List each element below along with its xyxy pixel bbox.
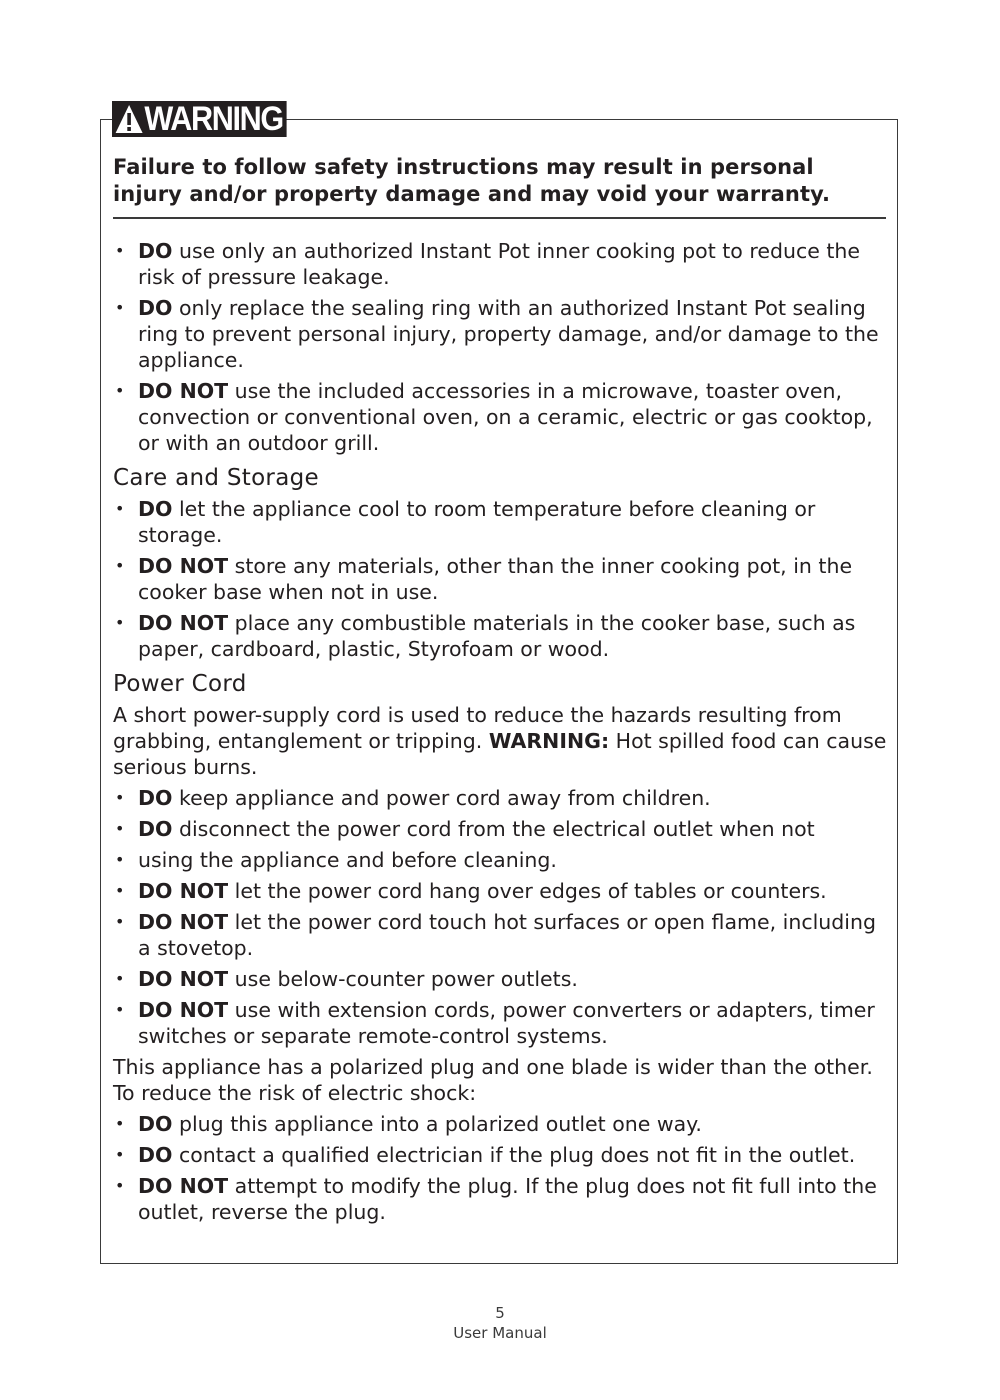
directive-label: DO NOT: [138, 554, 229, 578]
item-text: using the appliance and before cleaning.: [138, 848, 557, 872]
bullet-icon: •: [115, 613, 125, 632]
intro-tail: Hot spilled food can cause serious burns.: [113, 729, 887, 779]
polarized-plug-text: This appliance has a polarized plug and one blade is wider than the other. To reduce the risk of electric shock:: [113, 1055, 873, 1105]
bullet-icon: •: [115, 969, 125, 988]
power-cord-heading: Power Cord: [113, 671, 247, 697]
item-text: contact a qualified electrician if the plug does not fit in the outlet.: [172, 1143, 856, 1167]
bullet-icon: •: [115, 912, 125, 931]
directive-label: DO NOT: [138, 910, 229, 934]
bullet-icon: •: [115, 241, 125, 260]
bullet-icon: •: [115, 850, 125, 869]
list-item: [113, 1111, 888, 1137]
bullet-icon: •: [115, 819, 125, 838]
directive-label: DO: [138, 817, 173, 841]
item-text: place any combustible materials in the cooker base, such as paper, cardboard, plastic, Styrofoam or wood.: [138, 611, 856, 661]
bullet-icon: •: [115, 788, 125, 807]
list-item: [113, 1173, 888, 1225]
item-text: use only an authorized Instant Pot inner cooking pot to reduce the risk of pressure leakage.: [138, 239, 860, 289]
list-item: [113, 966, 888, 992]
item-text: only replace the sealing ring with an authorized Instant Pot sealing ring to prevent personal injury, property damage, and/or damage to the appliance.: [138, 296, 879, 372]
list-item: [113, 909, 888, 961]
list-item: [113, 1142, 888, 1168]
item-text: let the power cord touch hot surfaces or open flame, including a stovetop.: [138, 910, 876, 960]
general-safety-list: [113, 238, 888, 456]
item-text: plug this appliance into a polarized outlet one way.: [172, 1112, 702, 1136]
bullet-icon: •: [115, 499, 125, 518]
list-item: [113, 295, 888, 373]
list-item: [113, 997, 888, 1049]
bullet-icon: •: [115, 1145, 125, 1164]
item-text: let the power cord hang over edges of tables or counters.: [228, 879, 827, 903]
warning-label: WARNING: [144, 99, 283, 138]
bullet-icon: •: [115, 1176, 125, 1195]
bullet-icon: •: [115, 381, 125, 400]
plug-list: [113, 1111, 888, 1225]
directive-label: DO: [138, 786, 173, 810]
item-text: use with extension cords, power converters or adapters, timer switches or separate remote-control systems.: [138, 998, 875, 1048]
list-item: [113, 847, 888, 873]
item-text: disconnect the power cord from the electrical outlet when not: [172, 817, 815, 841]
list-item: [113, 816, 888, 842]
warning-badge: [112, 101, 286, 137]
item-text: attempt to modify the plug. If the plug does not fit full into the outlet, reverse the plug.: [138, 1174, 877, 1224]
page-number: 5: [495, 1304, 505, 1322]
bullet-icon: •: [115, 298, 125, 317]
list-item: [113, 610, 888, 662]
bullet-icon: •: [115, 1114, 125, 1133]
item-text: keep appliance and power cord away from children.: [172, 786, 711, 810]
bullet-icon: •: [115, 881, 125, 900]
list-item: [113, 378, 888, 456]
divider: [113, 217, 886, 219]
power-cord-intro: [113, 702, 888, 780]
content: [113, 150, 888, 1230]
list-item: [113, 496, 888, 548]
directive-label: DO: [138, 1143, 173, 1167]
directive-label: DO: [138, 1112, 173, 1136]
bullet-icon: •: [115, 556, 125, 575]
directive-label: DO: [138, 239, 173, 263]
directive-label: DO NOT: [138, 379, 229, 403]
directive-label: DO: [138, 296, 173, 320]
warning-triangle-icon: [115, 104, 144, 134]
intro-text: A short power-supply cord is used to reduce the hazards resulting from grabbing, entanglement or tripping.: [113, 703, 842, 753]
directive-label: DO NOT: [138, 967, 229, 991]
lead-warning-text: Failure to follow safety instructions may result in personal injury and/or property damage and may void your warranty.: [113, 155, 831, 206]
intro-bold: WARNING:: [488, 729, 610, 753]
list-item: [113, 785, 888, 811]
directive-label: DO NOT: [138, 998, 229, 1022]
item-text: use below-counter power outlets.: [228, 967, 578, 991]
directive-label: DO NOT: [138, 611, 229, 635]
care-storage-list: [113, 496, 888, 662]
care-storage-heading: Care and Storage: [113, 465, 319, 491]
list-item: [113, 553, 888, 605]
list-item: [113, 878, 888, 904]
item-text: let the appliance cool to room temperature before cleaning or storage.: [138, 497, 816, 547]
directive-label: DO: [138, 497, 173, 521]
bullet-icon: •: [115, 1000, 125, 1019]
directive-label: DO NOT: [138, 1174, 229, 1198]
power-cord-list: [113, 785, 888, 1049]
footer-label: User Manual: [453, 1324, 547, 1342]
list-item: [113, 238, 888, 290]
item-text: store any materials, other than the inner cooking pot, in the cooker base when not in use.: [138, 554, 853, 604]
item-text: use the included accessories in a microwave, toaster oven, convection or conventional oven, on a ceramic, electric or gas cooktop, or with an outdoor grill.: [138, 379, 873, 455]
directive-label: DO NOT: [138, 879, 229, 903]
page-footer: [0, 1303, 1000, 1343]
